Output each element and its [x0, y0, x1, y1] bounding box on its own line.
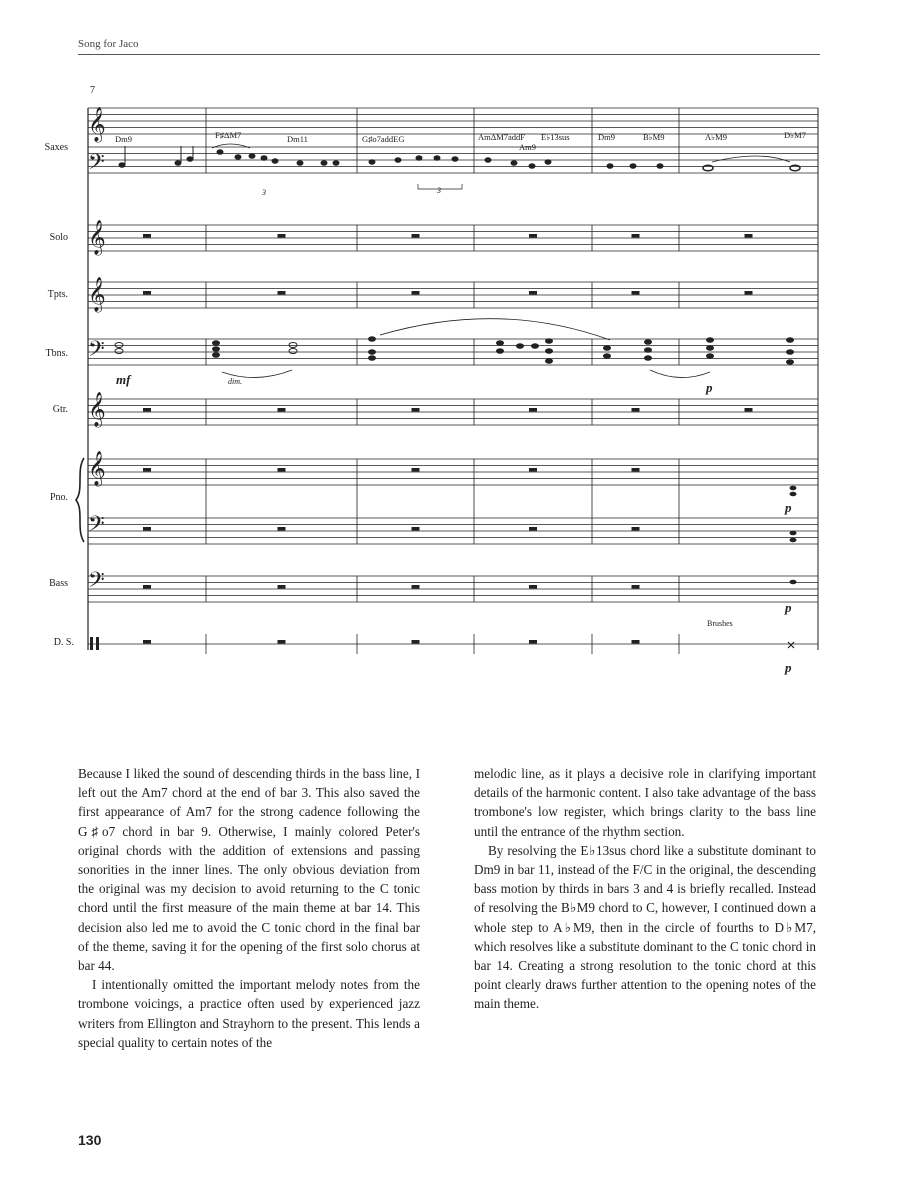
whole-rest [632, 640, 640, 644]
dynamic-p-drums: p [785, 660, 792, 675]
paragraph: I intentionally omitted the important melody notes from the trombone voicings, a practice often used by experienced jazz writers from Ellington and Strayhorn to the present. This lends a special quality to certain notes of the [78, 977, 420, 1050]
whole-rest [143, 527, 151, 531]
whole-rest [529, 527, 537, 531]
paragraph: melodic line, as it plays a decisive role in clarifying important details of the harmonic content. I also take advantage of the bass trombone's low register, which brings clarity to the bass line until the entrance of the rhythm section. [474, 766, 816, 839]
whole-rest [412, 291, 420, 295]
treble-clef-pno: 𝄞 [88, 451, 106, 486]
whole-rest [529, 585, 537, 589]
whole-rest [278, 640, 286, 644]
whole-rest [632, 585, 640, 589]
triplet-mark: 3 [437, 186, 441, 195]
chord-aflat-m9: A♭M9 [705, 132, 727, 142]
dynamic-mf: mf [116, 372, 131, 387]
sax-notes [119, 146, 800, 171]
chord-bflat-m9: B♭M9 [643, 132, 665, 142]
whole-rest [143, 408, 151, 412]
sax-slur [212, 144, 250, 148]
label-saxes: Saxes [44, 142, 68, 153]
page-number: 130 [78, 1132, 102, 1148]
whole-rest [632, 234, 640, 238]
running-header: Song for Jaco [78, 38, 139, 50]
brushes-mark: Brushes [707, 619, 733, 628]
whole-rest [278, 291, 286, 295]
whole-rest [278, 527, 286, 531]
triplet-mark-2: 3 [262, 188, 266, 197]
whole-rest [632, 408, 640, 412]
whole-rest [632, 291, 640, 295]
label-piano: Pno. [49, 492, 68, 503]
dynamic-p-trombones: p [706, 380, 713, 395]
whole-rest [278, 468, 286, 472]
body-column-right [474, 764, 816, 1014]
body-column-left [78, 764, 420, 1052]
chord-gsharp-dim7: G♯o7addEG [362, 134, 405, 144]
whole-rest [529, 640, 537, 644]
whole-rest [278, 585, 286, 589]
whole-rest [529, 468, 537, 472]
whole-rest [412, 408, 420, 412]
bass-clef-bass: 𝄢 [88, 568, 105, 598]
whole-rest [143, 468, 151, 472]
whole-rest [143, 234, 151, 238]
treble-clef-saxes: 𝄞 [88, 107, 106, 142]
whole-rest [529, 234, 537, 238]
whole-rest [745, 408, 753, 412]
dim-mark: dim. [228, 377, 242, 386]
chord-dm9-1: Dm9 [115, 134, 132, 144]
rests [143, 234, 753, 644]
percussion-clef-left [90, 637, 93, 650]
trombone-tie-2 [650, 370, 710, 378]
whole-rest [745, 234, 753, 238]
whole-rest [529, 291, 537, 295]
whole-rest [412, 468, 420, 472]
dynamic-p-piano: p [785, 500, 792, 515]
label-trumpets: Tpts. [47, 289, 68, 300]
trombone-notes [115, 337, 794, 365]
paragraph: Because I liked the sound of descending thirds in the bass line, I left out the Am7 chord at the end of bar 3. This also saved the first appearance of Am7 for the strong cadence following the G♯o7 chord in bar 9. Otherwise, I mainly colored Peter's original chords with the addition of extensions and passing sonorities in the inner lines. The only obvious deviation from the original was my decision to avoid returning to the C tonic chord until the first measure of the main theme at bar 14. This decision also led me to avoid the C tonic chord in the final bar of the theme, saving it for the opening of the first solo chorus at bar 44. [78, 766, 420, 974]
whole-rest [412, 234, 420, 238]
whole-rest [412, 527, 420, 531]
whole-rest [632, 468, 640, 472]
whole-rest [412, 640, 420, 644]
whole-rest [745, 291, 753, 295]
label-trombones: Tbns. [45, 348, 68, 359]
chord-fsharp-m7: F♯ΔM7 [215, 130, 242, 140]
treble-clef-solo: 𝄞 [88, 220, 106, 255]
trombone-slur [380, 319, 610, 340]
whole-rest [412, 585, 420, 589]
treble-clef-tpts: 𝄞 [88, 277, 106, 312]
piano-brace [76, 458, 84, 542]
chord-dflat-m7: D♭M7 [784, 130, 806, 140]
whole-rest [143, 640, 151, 644]
label-solo: Solo [49, 232, 68, 243]
whole-rest [529, 408, 537, 412]
measure-number: 7 [90, 85, 95, 96]
label-drums: D. S. [53, 637, 74, 648]
whole-rest [143, 585, 151, 589]
whole-rest [143, 291, 151, 295]
paragraph: By resolving the E♭13sus chord like a substitute dominant to Dm9 in bar 11, instead of the F/C in the original, the descending bass motion by thirds in bars 3 and 4 is briefly recalled. Instead of resolving the B♭M9 chord to C, however, I continued down a whole step to A♭M9, then in the circle of fourths to D♭M7, which resolves like a substitute dominant to the C tonic chord in bar 14. Creating a strong resolution to the tonic chord at this point clearly draws further attention to the opening notes of the main theme. [474, 842, 816, 1012]
bass-clef-tbns: 𝄢 [88, 337, 105, 367]
treble-clef-gtr: 𝄞 [88, 392, 106, 427]
bass-clef-saxes: 𝄢 [88, 150, 105, 180]
chord-am9: Am9 [519, 142, 536, 152]
whole-rest [278, 234, 286, 238]
chord-dm11: Dm11 [287, 134, 308, 144]
chord-am-maj7: AmΔM7addF [478, 132, 526, 142]
label-bass: Bass [49, 578, 68, 589]
chord-eflat13sus: E♭13sus [541, 132, 570, 142]
whole-rest [278, 408, 286, 412]
percussion-clef-right [96, 637, 99, 650]
label-guitar: Gtr. [52, 404, 68, 415]
whole-rest [632, 527, 640, 531]
chord-dm9-2: Dm9 [598, 132, 615, 142]
bass-clef-pno: 𝄢 [88, 512, 105, 542]
sax-tie [712, 156, 790, 162]
dynamic-p-bass: p [785, 600, 792, 615]
